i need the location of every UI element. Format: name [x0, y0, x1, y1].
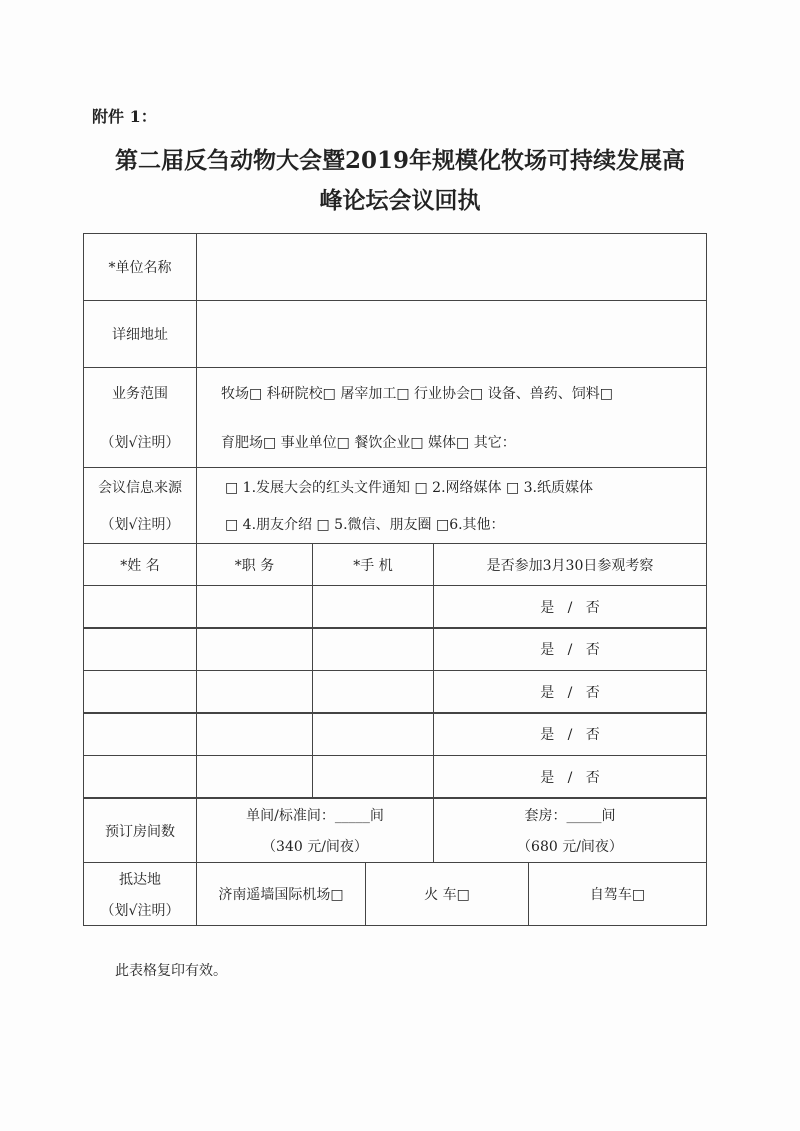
option[interactable]: 自驾车□ [589, 887, 646, 903]
unit-name-field[interactable] [196, 233, 707, 301]
attendee-position[interactable] [196, 713, 313, 756]
header-position [196, 543, 313, 586]
header-visit [433, 543, 707, 586]
attendee-phone[interactable] [312, 755, 434, 798]
title-line-2: 峰论坛会议回执 [319, 187, 481, 214]
attachment-label: 附件 1： [92, 107, 157, 126]
attendee-visit[interactable] [433, 585, 707, 628]
label: 详细地址 [112, 327, 168, 343]
option[interactable]: 火 车□ [424, 887, 470, 903]
single-price: （340 元/间夜） [262, 839, 368, 856]
label: *姓 名 [120, 557, 160, 574]
label: *手 机 [353, 557, 393, 574]
note: （划√注明） [100, 517, 180, 534]
yes-no-option[interactable]: 是 / 否 [540, 642, 600, 659]
title-line-1: 第二届反刍动物大会暨2019年规模化牧场可持续发展高 [114, 147, 685, 174]
source-label [83, 467, 197, 544]
attendee-position[interactable] [196, 755, 313, 798]
attendee-phone[interactable] [312, 713, 434, 756]
options-line-1[interactable]: 牧场□ 科研院校□ 屠宰加工□ 行业协会□ 设备、兽药、饲料□ [221, 385, 613, 402]
attendee-position[interactable] [196, 585, 313, 628]
attendee-position[interactable] [196, 628, 313, 671]
unit-name-label [83, 233, 197, 301]
yes-no-option[interactable]: 是 / 否 [540, 684, 600, 701]
label: 会议信息来源 [98, 479, 182, 496]
attendee-phone[interactable] [312, 585, 434, 628]
room-label [83, 798, 197, 863]
suite-room-field[interactable]: 套房：_____间 [524, 807, 616, 824]
label: 是否参加3月30日参观考察 [486, 557, 654, 574]
attendee-name[interactable] [83, 755, 197, 798]
label: *职 务 [234, 557, 275, 574]
attendee-name[interactable] [83, 713, 197, 756]
business-label [83, 367, 197, 468]
attendee-visit[interactable] [433, 755, 707, 798]
label: 抵达地 [119, 871, 161, 888]
options-line-2[interactable]: 育肥场□ 事业单位□ 餐饮企业□ 媒体□ 其它： [221, 435, 516, 452]
attendee-name[interactable] [83, 628, 197, 671]
yes-no-option[interactable]: 是 / 否 [540, 727, 600, 744]
label: 预订房间数 [105, 823, 175, 840]
suite-price: （680 元/间夜） [517, 839, 623, 856]
attendee-visit[interactable] [433, 713, 707, 756]
attendee-visit[interactable] [433, 628, 707, 671]
option[interactable]: 济南遥墙国际机场□ [218, 887, 344, 903]
options-line-1[interactable]: □ 1.发展大会的红头文件通知 □ 2.网络媒体 □ 3.纸质媒体 [225, 479, 594, 496]
attendee-name[interactable] [83, 585, 197, 628]
business-options[interactable] [196, 367, 707, 468]
attendee-phone[interactable] [312, 670, 434, 713]
arrival-car[interactable] [528, 862, 707, 926]
room-single[interactable] [196, 798, 434, 863]
yes-no-option[interactable]: 是 / 否 [540, 769, 600, 786]
arrival-label [83, 862, 197, 926]
label: 业务范围 [112, 385, 168, 402]
attendee-name[interactable] [83, 670, 197, 713]
header-name [83, 543, 197, 586]
label: *单位名称 [108, 260, 172, 276]
single-room-field[interactable]: 单间/标准间：_____间 [246, 807, 384, 824]
address-field[interactable] [196, 300, 707, 368]
source-options[interactable] [196, 467, 707, 544]
arrival-airport[interactable] [196, 862, 366, 926]
attendee-phone[interactable] [312, 628, 434, 671]
attendee-visit[interactable] [433, 670, 707, 713]
address-label [83, 300, 197, 368]
yes-no-option[interactable]: 是 / 否 [540, 599, 600, 616]
attendee-position[interactable] [196, 670, 313, 713]
room-suite[interactable] [433, 798, 707, 863]
header-phone [312, 543, 434, 586]
note: （划√注明） [100, 435, 180, 452]
note: （划√注明） [100, 902, 180, 919]
footer-note: 此表格复印有效。 [115, 963, 227, 979]
arrival-train[interactable] [365, 862, 529, 926]
options-line-2[interactable]: □ 4.朋友介绍 □ 5.微信、朋友圈 □6.其他： [225, 517, 505, 534]
